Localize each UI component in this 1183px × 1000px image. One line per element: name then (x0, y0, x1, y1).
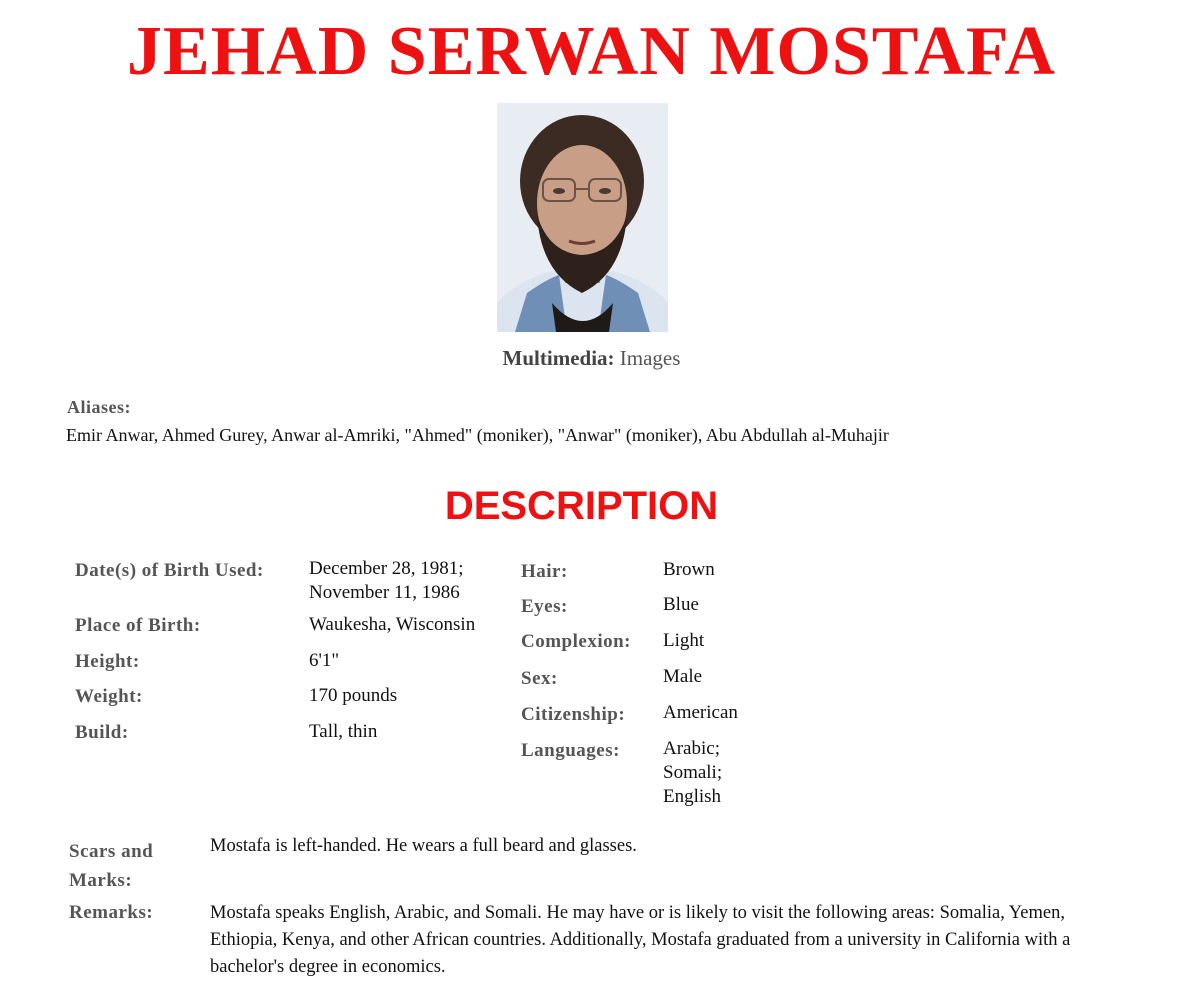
languages-value: Arabic; Somali; English (663, 738, 723, 807)
dob-value: December 28, 1981; November 11, 1986 (309, 558, 464, 603)
citizenship-value: American (663, 702, 738, 723)
sex-value: Male (663, 666, 703, 687)
subject-photo[interactable] (497, 103, 668, 332)
weight-value: 170 pounds (309, 685, 398, 706)
height-value: 6'1" (309, 650, 340, 671)
complexion-value: Light (663, 630, 705, 651)
page-title: JEHAD SERWAN MOSTAFA (127, 13, 1056, 90)
hair-value: Brown (663, 559, 715, 580)
scars-value: Mostafa is left-handed. He wears a full beard and glasses. (210, 836, 637, 856)
birthplace-value: Waukesha, Wisconsin (309, 614, 476, 635)
scars-label: Scars and Marks: (69, 841, 154, 891)
portrait-image (497, 103, 668, 332)
height-label: Height: (75, 651, 140, 672)
hair-label: Hair: (521, 561, 568, 582)
citizenship-label: Citizenship: (521, 704, 626, 725)
complexion-label: Complexion: (521, 631, 631, 652)
weight-label: Weight: (75, 686, 143, 707)
multimedia-row (0, 346, 1183, 371)
remarks-value: Mostafa speaks English, Arabic, and Somali. He may have or is likely to visit the following areas: Somalia, Yemen, Ethiopia, Kenya, and other African countries. Additionally, Mostafa graduated from a university in California with a bachelor's degree in economics. (210, 903, 1071, 977)
languages-label: Languages: (521, 740, 620, 761)
remarks-label: Remarks: (69, 902, 154, 923)
images-link[interactable]: Images (619, 346, 681, 370)
aliases-label: Aliases: (67, 397, 131, 417)
eyes-label: Eyes: (521, 596, 568, 617)
build-label: Build: (75, 722, 129, 743)
dob-label: Date(s) of Birth Used: (75, 560, 264, 581)
birthplace-label: Place of Birth: (75, 615, 201, 636)
sex-label: Sex: (521, 668, 558, 689)
multimedia-label: Multimedia: (502, 346, 615, 370)
aliases-text: Emir Anwar, Ahmed Gurey, Anwar al-Amriki, "Ahmed" (moniker), "Anwar" (moniker), Abu Abdullah al-Muhajir (66, 425, 889, 445)
eyes-value: Blue (663, 594, 699, 615)
description-heading: DESCRIPTION (444, 484, 719, 528)
build-value: Tall, thin (309, 721, 378, 742)
